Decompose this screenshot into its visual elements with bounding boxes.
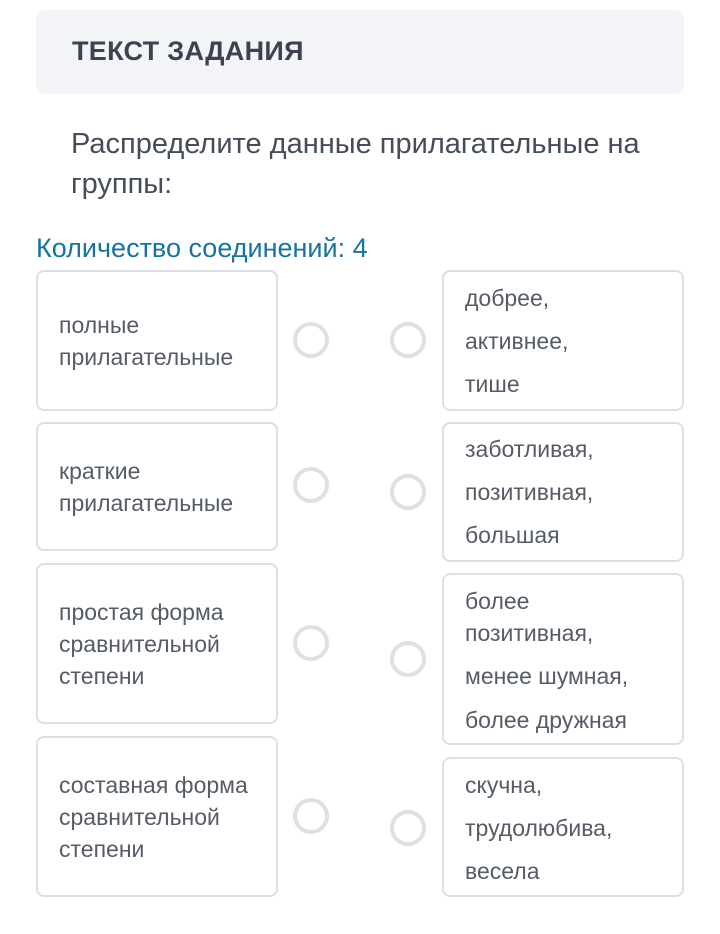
right-radio-2[interactable] bbox=[390, 474, 426, 510]
task-header bbox=[36, 10, 684, 94]
right-card-line: скучна, bbox=[465, 772, 543, 798]
right-card-line: позитивная, bbox=[465, 479, 594, 505]
connections-count: Количество соединений: 4 bbox=[36, 233, 368, 263]
left-radio-3[interactable] bbox=[293, 625, 329, 661]
left-card-label: составная форма сравнительной степени bbox=[59, 771, 248, 862]
right-card-2[interactable] bbox=[442, 422, 684, 562]
right-card-text bbox=[444, 272, 682, 406]
left-radio-1[interactable] bbox=[293, 322, 329, 358]
right-radio-1[interactable] bbox=[390, 322, 426, 358]
right-card-text bbox=[444, 575, 657, 736]
right-card-line: трудолюбива, bbox=[465, 815, 613, 841]
right-radio-4[interactable] bbox=[390, 810, 426, 846]
left-card-3[interactable] bbox=[36, 563, 278, 724]
left-card-label: краткие прилагательные bbox=[59, 457, 234, 516]
left-card-2[interactable] bbox=[36, 422, 278, 551]
right-card-text bbox=[444, 424, 682, 557]
right-card-3[interactable] bbox=[442, 573, 684, 745]
right-card-line: более дружная bbox=[465, 707, 627, 733]
right-card-line: активнее, bbox=[465, 328, 569, 354]
left-card-4[interactable] bbox=[36, 736, 278, 897]
right-card-line: заботливая, bbox=[465, 436, 594, 462]
right-card-1[interactable] bbox=[442, 270, 684, 411]
right-card-4[interactable] bbox=[442, 757, 684, 897]
right-card-line: добрее, bbox=[465, 285, 550, 311]
right-card-line: тише bbox=[465, 371, 520, 397]
right-card-line: более позитивная, bbox=[465, 588, 594, 646]
right-card-line: менее шумная, bbox=[465, 663, 629, 689]
task-question: Распределите данные прилагательные на группы: bbox=[71, 128, 640, 200]
left-card-label: полные прилагательные bbox=[59, 311, 234, 370]
left-radio-4[interactable] bbox=[293, 798, 329, 834]
left-radio-2[interactable] bbox=[293, 467, 329, 503]
right-card-line: большая bbox=[465, 522, 560, 548]
left-card-1[interactable] bbox=[36, 270, 278, 411]
task-header-title: ТЕКСТ ЗАДАНИЯ bbox=[72, 36, 304, 66]
right-card-line: весела bbox=[465, 858, 540, 884]
right-card-text bbox=[444, 759, 682, 893]
left-card-label: простая форма сравнительной степени bbox=[59, 598, 224, 689]
right-radio-3[interactable] bbox=[390, 641, 426, 677]
